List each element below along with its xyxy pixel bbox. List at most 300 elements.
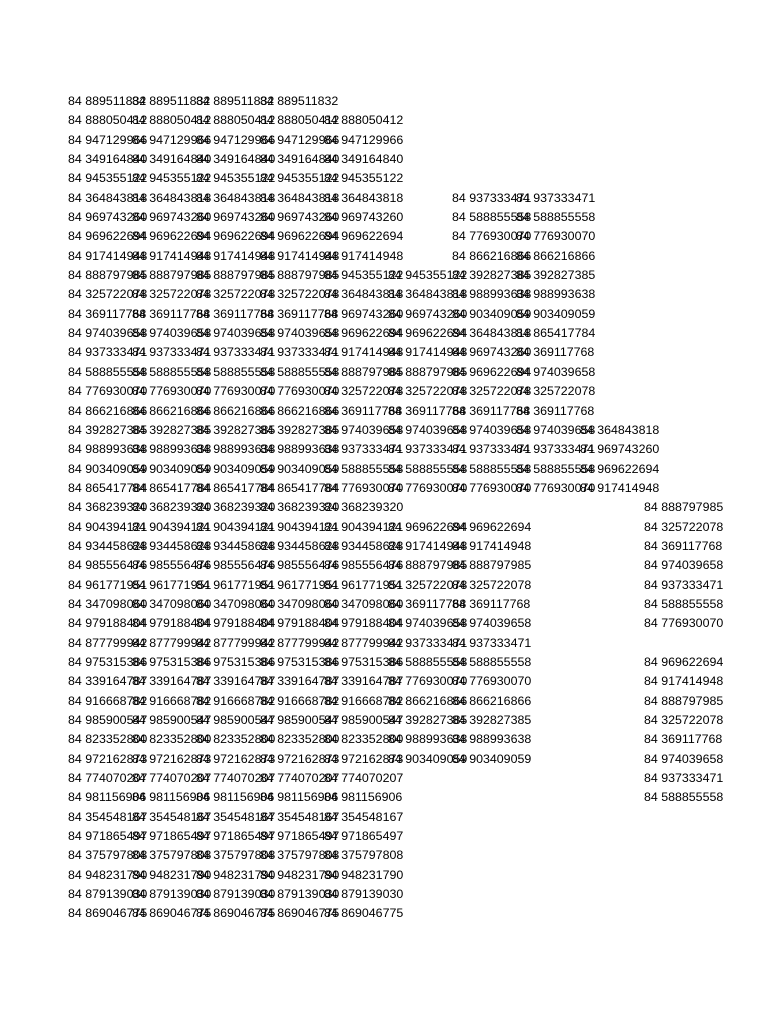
- sheet-cell[interactable]: 84 975315386: [132, 654, 212, 669]
- sheet-cell[interactable]: 84 947129966: [132, 132, 212, 147]
- sheet-cell[interactable]: 84 325722078: [644, 713, 724, 727]
- sheet-cell[interactable]: 84 903409059: [452, 306, 532, 321]
- sheet-cell[interactable]: 84 368239320: [196, 500, 276, 515]
- sheet-cell[interactable]: 84 325722078: [452, 577, 532, 592]
- sheet-cell[interactable]: 84 888050412: [196, 113, 276, 128]
- sheet-cell[interactable]: 84 776930070: [644, 616, 724, 631]
- sheet-cell[interactable]: 84 349164840: [196, 152, 276, 167]
- sheet-cell[interactable]: 84 888050412: [68, 113, 148, 128]
- sheet-cell[interactable]: 84 364843818: [196, 190, 276, 205]
- sheet-cell[interactable]: 84 974039658: [196, 326, 276, 341]
- sheet-cell[interactable]: 84 971865497: [324, 829, 404, 844]
- sheet-cell[interactable]: 84 354548167: [132, 809, 212, 824]
- sheet-cell[interactable]: 84 588855558: [68, 364, 148, 379]
- sheet-cell[interactable]: 84 866216866: [260, 403, 340, 418]
- sheet-cell[interactable]: 84 969622694: [260, 229, 340, 244]
- sheet-cell[interactable]: 84 917414948: [580, 480, 660, 495]
- sheet-cell[interactable]: 84 974039658: [644, 751, 724, 766]
- sheet-cell[interactable]: 84 368239320: [260, 500, 340, 515]
- sheet-cell[interactable]: 84 588855558: [644, 790, 724, 805]
- sheet-cell[interactable]: 84 392827385: [388, 713, 468, 727]
- sheet-cell[interactable]: 84 888050412: [260, 113, 340, 128]
- sheet-cell[interactable]: 84 879139030: [324, 887, 404, 902]
- sheet-cell[interactable]: 84 948231790: [132, 867, 212, 882]
- sheet-cell[interactable]: 84 369117768: [388, 596, 467, 611]
- sheet-cell[interactable]: 84 776930070: [196, 384, 276, 399]
- sheet-cell[interactable]: 84 588855558: [516, 210, 596, 225]
- sheet-cell[interactable]: 84 979188404: [68, 616, 148, 631]
- sheet-cell[interactable]: 84 903409059: [68, 461, 148, 476]
- sheet-cell[interactable]: 84 877799942: [324, 635, 404, 650]
- sheet-cell[interactable]: 84 325722078: [388, 577, 468, 592]
- sheet-cell[interactable]: 84 392827385: [452, 268, 532, 283]
- sheet-cell[interactable]: 84 903409059: [452, 751, 532, 766]
- sheet-cell[interactable]: 84 375797808: [196, 848, 276, 863]
- sheet-cell[interactable]: 84 774070207: [68, 771, 148, 786]
- sheet-cell[interactable]: 84 945355122: [324, 268, 404, 283]
- sheet-cell[interactable]: 84 903409059: [388, 751, 468, 766]
- sheet-cell[interactable]: 84 347098060: [132, 596, 212, 611]
- sheet-cell[interactable]: 84 889511832: [68, 94, 147, 108]
- sheet-cell[interactable]: 84 364843818: [388, 287, 468, 302]
- sheet-cell[interactable]: 84 969622694: [324, 229, 404, 244]
- sheet-cell[interactable]: 84 937333471: [516, 442, 596, 457]
- sheet-cell[interactable]: 84 972162873: [260, 751, 340, 766]
- sheet-cell[interactable]: 84 974039658: [452, 616, 532, 631]
- sheet-cell[interactable]: 84 975315386: [260, 654, 340, 669]
- sheet-cell[interactable]: 84 354548167: [324, 809, 404, 824]
- sheet-cell[interactable]: 84 945355122: [260, 171, 340, 186]
- sheet-cell[interactable]: 84 375797808: [132, 848, 212, 863]
- sheet-cell[interactable]: 84 865417784: [196, 480, 276, 495]
- sheet-cell[interactable]: 84 349164840: [260, 152, 340, 167]
- sheet-cell[interactable]: 84 974039658: [516, 364, 596, 379]
- sheet-cell[interactable]: 84 823352800: [324, 732, 404, 747]
- sheet-cell[interactable]: 84 369117768: [644, 732, 723, 747]
- sheet-cell[interactable]: 84 349164840: [324, 152, 404, 167]
- sheet-cell[interactable]: 84 588855558: [388, 654, 468, 669]
- sheet-cell[interactable]: 84 823352800: [68, 732, 148, 747]
- sheet-cell[interactable]: 84 368239320: [132, 500, 212, 515]
- sheet-cell[interactable]: 84 917414948: [260, 248, 340, 263]
- sheet-cell[interactable]: 84 934458628: [260, 538, 340, 553]
- sheet-cell[interactable]: 84 934458628: [68, 538, 148, 553]
- sheet-cell[interactable]: 84 904394121: [260, 519, 340, 534]
- sheet-cell[interactable]: 84 369117768: [452, 403, 531, 418]
- sheet-cell[interactable]: 84 937333471: [452, 635, 532, 650]
- sheet-cell[interactable]: 84 364843818: [68, 190, 148, 205]
- sheet-cell[interactable]: 84 988993638: [68, 442, 148, 457]
- sheet-cell[interactable]: 84 904394121: [68, 519, 148, 534]
- sheet-cell[interactable]: 84 877799942: [260, 635, 340, 650]
- sheet-cell[interactable]: 84 969743260: [324, 306, 404, 321]
- sheet-cell[interactable]: 84 961771951: [260, 577, 340, 592]
- sheet-cell[interactable]: 84 948231790: [68, 867, 148, 882]
- sheet-cell[interactable]: 84 947129966: [68, 132, 148, 147]
- sheet-cell[interactable]: 84 937333471: [516, 190, 596, 205]
- sheet-cell[interactable]: 84 969622694: [324, 326, 404, 341]
- sheet-cell[interactable]: 84 889511832: [196, 94, 275, 108]
- sheet-cell[interactable]: 84 904394121: [196, 519, 276, 534]
- sheet-cell[interactable]: 84 823352800: [132, 732, 212, 747]
- sheet-cell[interactable]: 84 325722078: [196, 287, 276, 302]
- sheet-cell[interactable]: 84 866216866: [452, 248, 532, 263]
- sheet-cell[interactable]: 84 325722078: [452, 384, 532, 399]
- sheet-cell[interactable]: 84 879139030: [196, 887, 276, 902]
- sheet-cell[interactable]: 84 369117768: [196, 306, 275, 321]
- sheet-cell[interactable]: 84 776930070: [452, 480, 532, 495]
- sheet-cell[interactable]: 84 877799942: [196, 635, 276, 650]
- sheet-cell[interactable]: 84 917414948: [452, 538, 532, 553]
- sheet-cell[interactable]: 84 369117768: [516, 403, 595, 418]
- sheet-cell[interactable]: 84 975315386: [68, 654, 148, 669]
- sheet-cell[interactable]: 84 945355122: [196, 171, 276, 186]
- sheet-cell[interactable]: 84 969743260: [132, 210, 212, 225]
- sheet-cell[interactable]: 84 969622694: [580, 461, 660, 476]
- sheet-cell[interactable]: 84 375797808: [324, 848, 404, 863]
- sheet-cell[interactable]: 84 369117768: [452, 596, 531, 611]
- sheet-cell[interactable]: 84 865417784: [260, 480, 340, 495]
- sheet-cell[interactable]: 84 947129966: [324, 132, 404, 147]
- sheet-cell[interactable]: 84 865417784: [68, 480, 148, 495]
- sheet-cell[interactable]: 84 866216866: [388, 693, 468, 708]
- sheet-cell[interactable]: 84 347098060: [68, 596, 148, 611]
- sheet-cell[interactable]: 84 934458628: [324, 538, 404, 553]
- sheet-cell[interactable]: 84 937333471: [68, 345, 148, 360]
- sheet-cell[interactable]: 84 981156906: [324, 790, 403, 805]
- sheet-cell[interactable]: 84 985900547: [132, 713, 212, 727]
- sheet-cell[interactable]: 84 392827385: [68, 422, 148, 437]
- sheet-cell[interactable]: 84 325722078: [324, 384, 404, 399]
- sheet-cell[interactable]: 84 364843818: [452, 326, 532, 341]
- sheet-cell[interactable]: 84 588855558: [260, 364, 340, 379]
- sheet-cell[interactable]: 84 974039658: [260, 326, 340, 341]
- sheet-cell[interactable]: 84 947129966: [260, 132, 340, 147]
- sheet-cell[interactable]: 84 969743260: [68, 210, 148, 225]
- sheet-cell[interactable]: 84 888797985: [388, 558, 468, 573]
- sheet-cell[interactable]: 84 969622694: [388, 519, 468, 534]
- sheet-cell[interactable]: 84 988993638: [196, 442, 276, 457]
- sheet-cell[interactable]: 84 369117768: [644, 538, 723, 553]
- sheet-cell[interactable]: 84 889511832: [260, 94, 339, 108]
- sheet-cell[interactable]: 84 988993638: [132, 442, 212, 457]
- sheet-cell[interactable]: 84 879139030: [68, 887, 148, 902]
- sheet-cell[interactable]: 84 364843818: [580, 422, 660, 437]
- sheet-cell[interactable]: 84 969622694: [388, 326, 468, 341]
- sheet-cell[interactable]: 84 971865497: [132, 829, 212, 844]
- sheet-cell[interactable]: 84 877799942: [68, 635, 148, 650]
- sheet-cell[interactable]: 84 988993638: [516, 287, 596, 302]
- sheet-cell[interactable]: 84 974039658: [644, 558, 724, 573]
- sheet-cell[interactable]: 84 969622694: [68, 229, 148, 244]
- sheet-cell[interactable]: 84 888797985: [196, 268, 276, 283]
- sheet-cell[interactable]: 84 823352800: [196, 732, 276, 747]
- sheet-cell[interactable]: 84 961771951: [324, 577, 404, 592]
- sheet-cell[interactable]: 84 981156906: [132, 790, 211, 805]
- sheet-cell[interactable]: 84 364843818: [324, 190, 404, 205]
- sheet-cell[interactable]: 84 364843818: [260, 190, 340, 205]
- sheet-cell[interactable]: 84 975315386: [324, 654, 404, 669]
- sheet-cell[interactable]: 84 974039658: [68, 326, 148, 341]
- sheet-cell[interactable]: 84 904394121: [132, 519, 212, 534]
- sheet-cell[interactable]: 84 988993638: [452, 732, 532, 747]
- sheet-cell[interactable]: 84 988993638: [452, 287, 532, 302]
- sheet-cell[interactable]: 84 969622694: [452, 364, 532, 379]
- sheet-cell[interactable]: 84 971865497: [260, 829, 340, 844]
- sheet-cell[interactable]: 84 347098060: [260, 596, 340, 611]
- sheet-cell[interactable]: 84 354548167: [260, 809, 340, 824]
- sheet-cell[interactable]: 84 364843818: [324, 287, 404, 302]
- sheet-cell[interactable]: 84 985556476: [260, 558, 340, 573]
- sheet-cell[interactable]: 84 888797985: [260, 268, 340, 283]
- sheet-cell[interactable]: 84 776930070: [452, 674, 532, 689]
- sheet-cell[interactable]: 84 981156906: [68, 790, 147, 805]
- sheet-cell[interactable]: 84 888050412: [324, 113, 404, 128]
- sheet-cell[interactable]: 84 961771951: [132, 577, 212, 592]
- sheet-cell[interactable]: 84 776930070: [132, 384, 212, 399]
- sheet-cell[interactable]: 84 588855558: [388, 461, 468, 476]
- sheet-cell[interactable]: 84 354548167: [68, 809, 148, 824]
- sheet-cell[interactable]: 84 969743260: [260, 210, 340, 225]
- sheet-cell[interactable]: 84 325722078: [68, 287, 148, 302]
- sheet-cell[interactable]: 84 985556476: [68, 558, 148, 573]
- sheet-cell[interactable]: 84 354548167: [196, 809, 276, 824]
- sheet-cell[interactable]: 84 985556476: [132, 558, 212, 573]
- sheet-cell[interactable]: 84 969743260: [452, 345, 532, 360]
- sheet-cell[interactable]: 84 774070207: [324, 771, 404, 786]
- sheet-cell[interactable]: 84 325722078: [644, 519, 724, 534]
- sheet-cell[interactable]: 84 981156906: [196, 790, 275, 805]
- sheet-cell[interactable]: 84 866216866: [196, 403, 276, 418]
- sheet-cell[interactable]: 84 969622694: [452, 519, 532, 534]
- sheet-cell[interactable]: 84 917414948: [68, 248, 148, 263]
- sheet-cell[interactable]: 84 972162873: [132, 751, 212, 766]
- sheet-cell[interactable]: 84 339164787: [68, 674, 148, 689]
- sheet-cell[interactable]: 84 916668782: [260, 693, 340, 708]
- sheet-cell[interactable]: 84 349164840: [68, 152, 148, 167]
- sheet-cell[interactable]: 84 969743260: [580, 442, 660, 457]
- sheet-cell[interactable]: 84 972162873: [324, 751, 404, 766]
- sheet-cell[interactable]: 84 969622694: [196, 229, 276, 244]
- sheet-cell[interactable]: 84 937333471: [388, 635, 468, 650]
- sheet-cell[interactable]: 84 961771951: [68, 577, 148, 592]
- sheet-cell[interactable]: 84 972162873: [196, 751, 276, 766]
- sheet-cell[interactable]: 84 866216866: [516, 248, 596, 263]
- sheet-cell[interactable]: 84 937333471: [452, 442, 532, 457]
- sheet-cell[interactable]: 84 865417784: [132, 480, 212, 495]
- sheet-cell[interactable]: 84 979188404: [132, 616, 212, 631]
- sheet-cell[interactable]: 84 869046775: [68, 906, 148, 921]
- sheet-cell[interactable]: 84 903409059: [196, 461, 276, 476]
- sheet-cell[interactable]: 84 948231790: [324, 867, 404, 882]
- sheet-cell[interactable]: 84 588855558: [452, 210, 532, 225]
- sheet-cell[interactable]: 84 974039658: [132, 326, 212, 341]
- sheet-cell[interactable]: 84 325722078: [132, 287, 212, 302]
- sheet-cell[interactable]: 84 325722078: [260, 287, 340, 302]
- sheet-cell[interactable]: 84 869046775: [196, 906, 276, 921]
- sheet-cell[interactable]: 84 888797985: [452, 558, 532, 573]
- sheet-cell[interactable]: 84 375797808: [68, 848, 148, 863]
- sheet-cell[interactable]: 84 588855558: [196, 364, 276, 379]
- sheet-cell[interactable]: 84 392827385: [132, 422, 212, 437]
- sheet-cell[interactable]: 84 349164840: [132, 152, 212, 167]
- sheet-cell[interactable]: 84 988993638: [388, 732, 468, 747]
- sheet-cell[interactable]: 84 917414948: [324, 345, 404, 360]
- sheet-cell[interactable]: 84 369117768: [388, 403, 467, 418]
- sheet-cell[interactable]: 84 776930070: [68, 384, 148, 399]
- sheet-cell[interactable]: 84 325722078: [388, 384, 468, 399]
- sheet-cell[interactable]: 84 877799942: [132, 635, 212, 650]
- sheet-cell[interactable]: 84 903409059: [516, 306, 596, 321]
- sheet-cell[interactable]: 84 985900547: [324, 713, 404, 727]
- sheet-cell[interactable]: 84 375797808: [260, 848, 340, 863]
- sheet-cell[interactable]: 84 985900547: [196, 713, 276, 727]
- sheet-cell[interactable]: 84 392827385: [452, 713, 532, 727]
- sheet-cell[interactable]: 84 364843818: [132, 190, 212, 205]
- sheet-cell[interactable]: 84 588855558: [132, 364, 212, 379]
- sheet-cell[interactable]: 84 971865497: [196, 829, 276, 844]
- sheet-cell[interactable]: 84 866216866: [132, 403, 212, 418]
- sheet-cell[interactable]: 84 948231790: [260, 867, 340, 882]
- sheet-cell[interactable]: 84 369117768: [68, 306, 147, 321]
- sheet-cell[interactable]: 84 776930070: [452, 229, 532, 244]
- sheet-cell[interactable]: 84 988993638: [260, 442, 340, 457]
- sheet-cell[interactable]: 84 866216866: [68, 403, 148, 418]
- sheet-cell[interactable]: 84 969743260: [196, 210, 276, 225]
- sheet-cell[interactable]: 84 975315386: [196, 654, 276, 669]
- sheet-cell[interactable]: 84 869046775: [132, 906, 212, 921]
- sheet-cell[interactable]: 84 339164787: [132, 674, 212, 689]
- sheet-cell[interactable]: 84 888797985: [644, 693, 724, 708]
- sheet-cell[interactable]: 84 985556476: [324, 558, 404, 573]
- sheet-cell[interactable]: 84 889511832: [132, 94, 211, 108]
- sheet-cell[interactable]: 84 368239320: [68, 500, 148, 515]
- sheet-cell[interactable]: 84 948231790: [196, 867, 276, 882]
- sheet-cell[interactable]: 84 588855558: [516, 461, 596, 476]
- sheet-cell[interactable]: 84 879139030: [260, 887, 340, 902]
- sheet-cell[interactable]: 84 917414948: [132, 248, 212, 263]
- sheet-cell[interactable]: 84 974039658: [388, 422, 468, 437]
- sheet-cell[interactable]: 84 916668782: [132, 693, 212, 708]
- sheet-cell[interactable]: 84 947129966: [196, 132, 276, 147]
- sheet-cell[interactable]: 84 969743260: [324, 210, 404, 225]
- sheet-cell[interactable]: 84 588855558: [452, 654, 532, 669]
- sheet-cell[interactable]: 84 971865497: [68, 829, 148, 844]
- sheet-cell[interactable]: 84 985900547: [68, 713, 148, 727]
- sheet-cell[interactable]: 84 903409059: [260, 461, 340, 476]
- sheet-cell[interactable]: 84 937333471: [260, 345, 340, 360]
- sheet-cell[interactable]: 84 368239320: [324, 500, 404, 515]
- sheet-cell[interactable]: 84 985556476: [196, 558, 276, 573]
- sheet-cell[interactable]: 84 888797985: [644, 500, 724, 515]
- sheet-cell[interactable]: 84 392827385: [260, 422, 340, 437]
- sheet-cell[interactable]: 84 981156906: [260, 790, 339, 805]
- sheet-cell[interactable]: 84 774070207: [260, 771, 340, 786]
- sheet-cell[interactable]: 84 937333471: [644, 771, 724, 786]
- sheet-cell[interactable]: 84 776930070: [388, 674, 468, 689]
- sheet-cell[interactable]: 84 961771951: [196, 577, 276, 592]
- sheet-cell[interactable]: 84 937333471: [452, 190, 532, 205]
- sheet-cell[interactable]: 84 774070207: [132, 771, 212, 786]
- sheet-cell[interactable]: 84 917414948: [644, 674, 724, 689]
- sheet-cell[interactable]: 84 937333471: [644, 577, 724, 592]
- sheet-cell[interactable]: 84 888797985: [132, 268, 212, 283]
- sheet-cell[interactable]: 84 916668782: [324, 693, 404, 708]
- sheet-cell[interactable]: 84 776930070: [324, 480, 404, 495]
- sheet-cell[interactable]: 84 985900547: [260, 713, 340, 727]
- sheet-cell[interactable]: 84 879139030: [132, 887, 212, 902]
- sheet-cell[interactable]: 84 392827385: [516, 268, 596, 283]
- sheet-cell[interactable]: 84 339164787: [324, 674, 404, 689]
- sheet-cell[interactable]: 84 917414948: [388, 345, 468, 360]
- sheet-cell[interactable]: 84 869046775: [260, 906, 340, 921]
- sheet-cell[interactable]: 84 347098060: [324, 596, 404, 611]
- sheet-cell[interactable]: 84 974039658: [516, 422, 596, 437]
- sheet-cell[interactable]: 84 934458628: [196, 538, 276, 553]
- sheet-cell[interactable]: 84 347098060: [196, 596, 276, 611]
- sheet-cell[interactable]: 84 945355122: [132, 171, 212, 186]
- sheet-cell[interactable]: 84 588855558: [324, 461, 404, 476]
- sheet-cell[interactable]: 84 974039658: [452, 422, 532, 437]
- sheet-cell[interactable]: 84 937333471: [324, 442, 404, 457]
- sheet-cell[interactable]: 84 974039658: [388, 616, 468, 631]
- sheet-cell[interactable]: 84 588855558: [452, 461, 532, 476]
- sheet-cell[interactable]: 84 917414948: [196, 248, 276, 263]
- sheet-cell[interactable]: 84 945355122: [388, 268, 468, 283]
- sheet-cell[interactable]: 84 904394121: [324, 519, 404, 534]
- sheet-cell[interactable]: 84 969622694: [644, 654, 724, 669]
- sheet-cell[interactable]: 84 369117768: [260, 306, 339, 321]
- sheet-cell[interactable]: 84 937333471: [388, 442, 468, 457]
- sheet-cell[interactable]: 84 888797985: [388, 364, 468, 379]
- sheet-cell[interactable]: 84 369117768: [324, 403, 403, 418]
- sheet-cell[interactable]: 84 869046775: [324, 906, 404, 921]
- sheet-cell[interactable]: 84 325722078: [516, 384, 596, 399]
- sheet-cell[interactable]: 84 969743260: [388, 306, 468, 321]
- sheet-cell[interactable]: 84 776930070: [260, 384, 340, 399]
- sheet-cell[interactable]: 84 776930070: [388, 480, 468, 495]
- sheet-cell[interactable]: 84 945355122: [68, 171, 148, 186]
- sheet-cell[interactable]: 84 588855558: [644, 596, 724, 611]
- sheet-cell[interactable]: 84 916668782: [196, 693, 276, 708]
- sheet-cell[interactable]: 84 865417784: [516, 326, 596, 341]
- sheet-cell[interactable]: 84 339164787: [196, 674, 276, 689]
- sheet-cell[interactable]: 84 776930070: [516, 229, 596, 244]
- sheet-cell[interactable]: 84 917414948: [324, 248, 404, 263]
- sheet-cell[interactable]: 84 937333471: [196, 345, 276, 360]
- sheet-cell[interactable]: 84 888050412: [132, 113, 212, 128]
- sheet-cell[interactable]: 84 937333471: [132, 345, 212, 360]
- sheet-cell[interactable]: 84 945355122: [324, 171, 404, 186]
- sheet-cell[interactable]: 84 974039658: [324, 422, 404, 437]
- sheet-cell[interactable]: 84 823352800: [260, 732, 340, 747]
- sheet-cell[interactable]: 84 888797985: [324, 364, 404, 379]
- sheet-cell[interactable]: 84 916668782: [68, 693, 148, 708]
- sheet-cell[interactable]: 84 776930070: [516, 480, 596, 495]
- sheet-cell[interactable]: 84 972162873: [68, 751, 148, 766]
- sheet-cell[interactable]: 84 369117768: [516, 345, 595, 360]
- sheet-cell[interactable]: 84 903409059: [132, 461, 212, 476]
- sheet-cell[interactable]: 84 934458628: [132, 538, 212, 553]
- sheet-cell[interactable]: 84 969622694: [132, 229, 212, 244]
- sheet-cell[interactable]: 84 888797985: [68, 268, 148, 283]
- sheet-cell[interactable]: 84 369117768: [132, 306, 211, 321]
- sheet-cell[interactable]: 84 866216866: [452, 693, 532, 708]
- sheet-cell[interactable]: 84 917414948: [388, 538, 468, 553]
- sheet-cell[interactable]: 84 979188404: [260, 616, 340, 631]
- sheet-cell[interactable]: 84 979188404: [196, 616, 276, 631]
- sheet-cell[interactable]: 84 392827385: [196, 422, 276, 437]
